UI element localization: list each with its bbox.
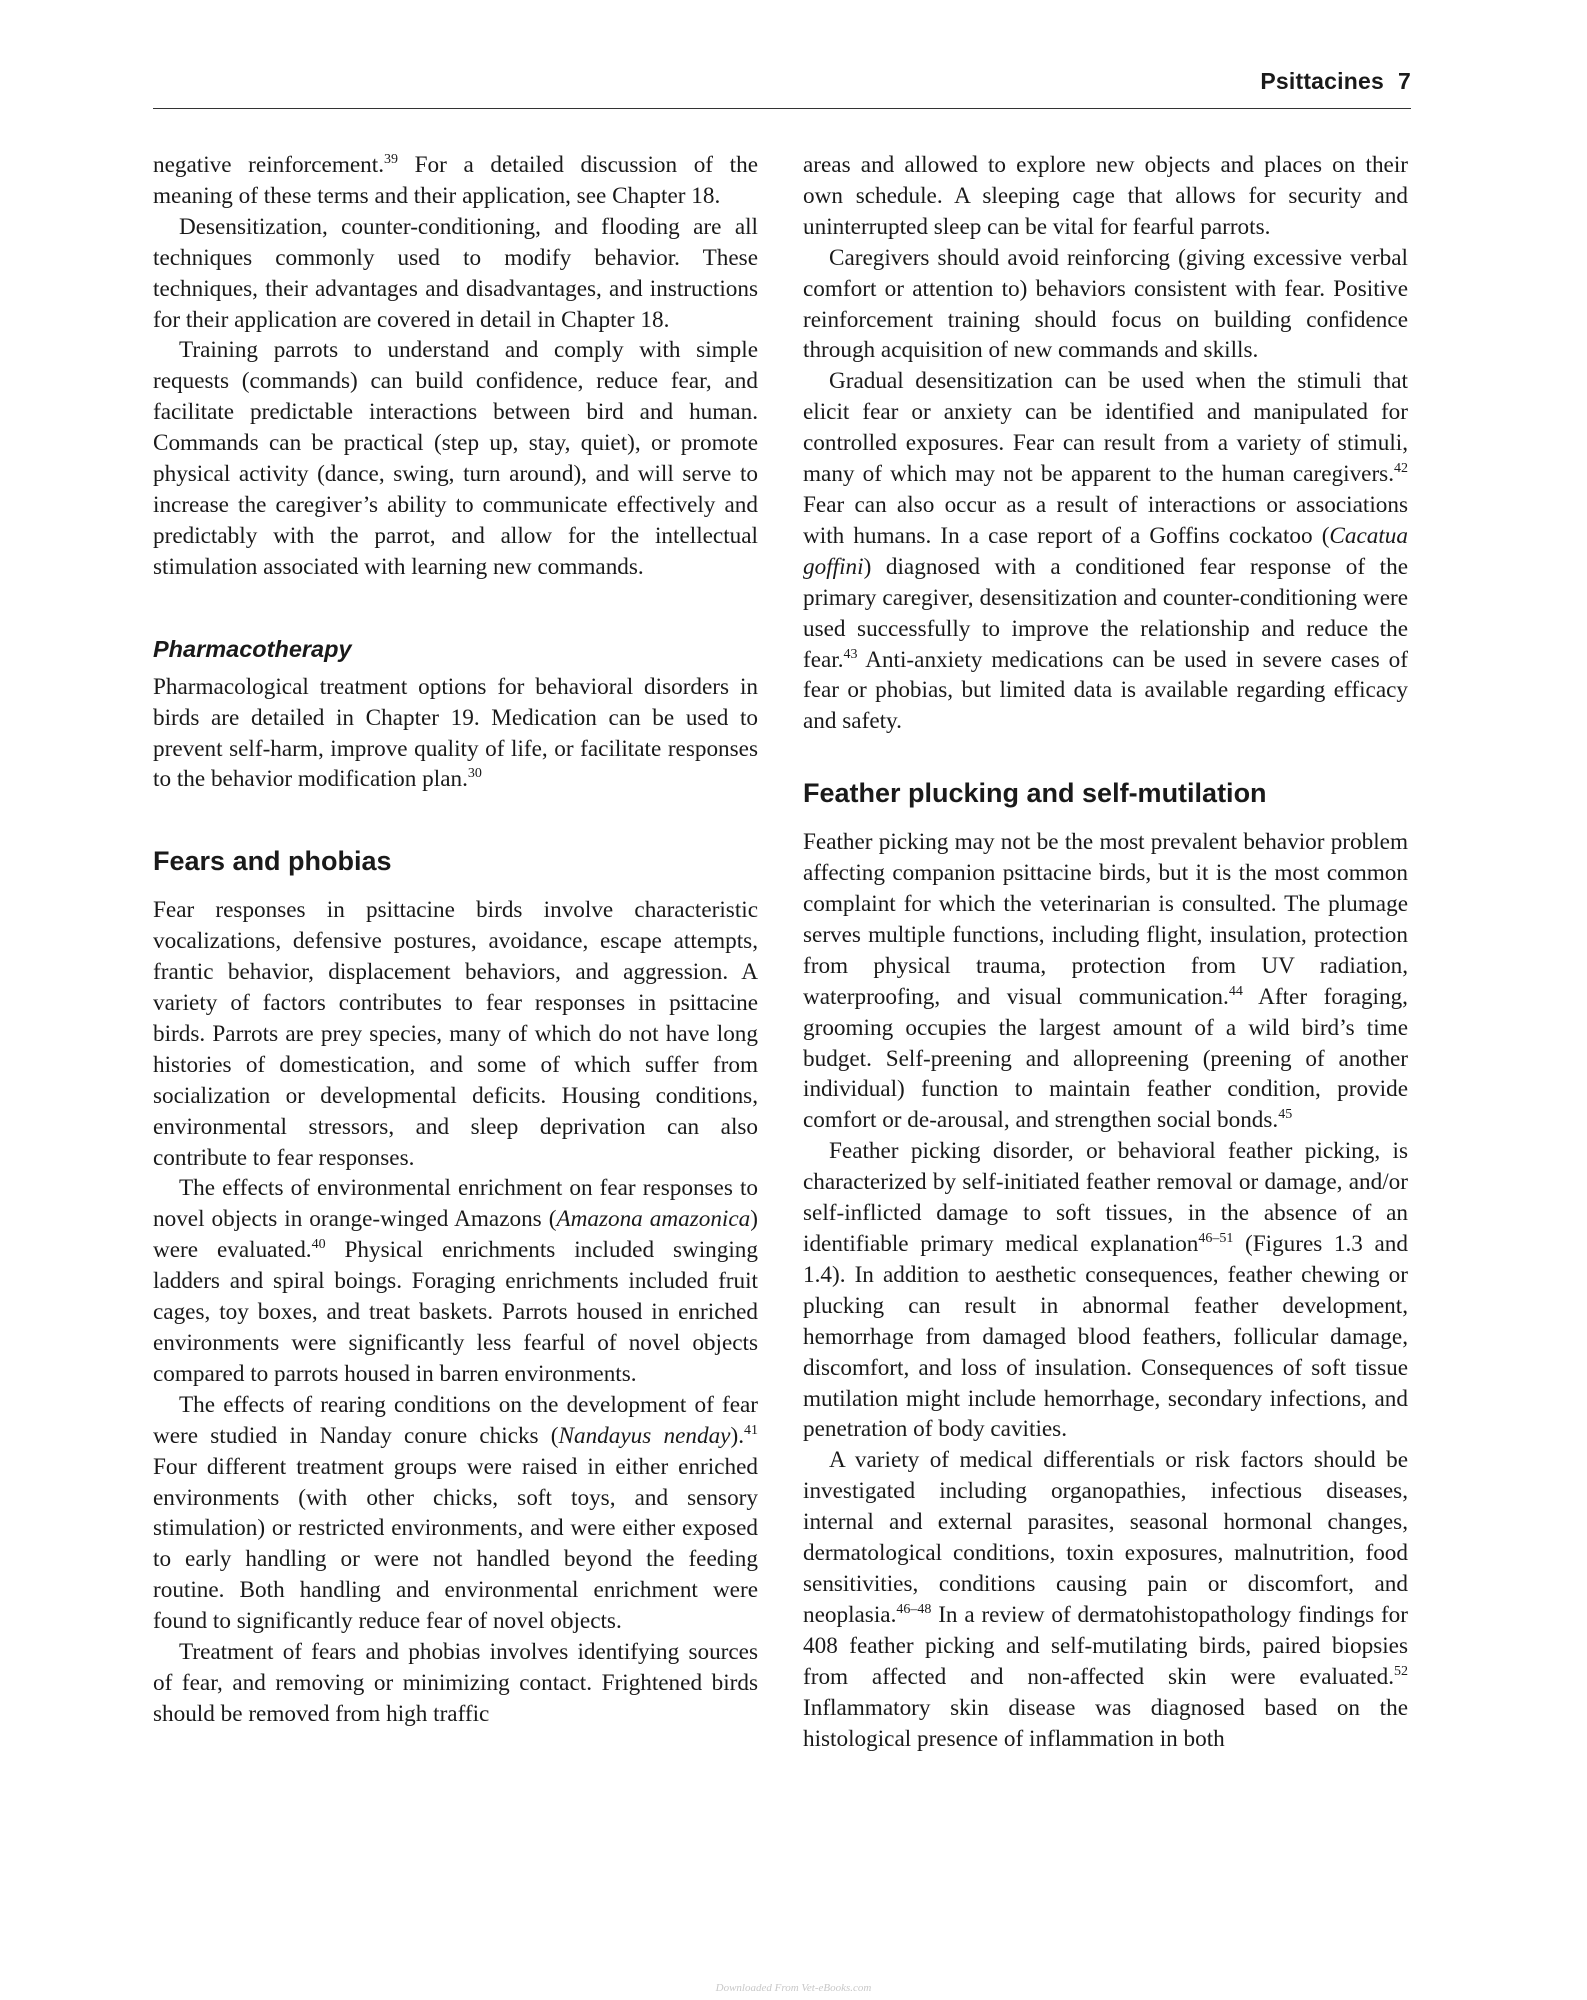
paragraph: Treatment of fears and phobias involves identifying sources of fear, and removing or minimizing contact. Frightened birds should be removed from high traffic: [153, 1639, 758, 1727]
paragraph: Training parrots to understand and comply with simple requests (commands) can build confidence, reduce fear, and facilitate predictable interactions between bird and human. Commands can be practical (step up, stay, quiet), or promote physical activity (dance, swing, turn around), and will serve to increase the caregiver’s ability to communicate effectively and predictably with the parrot, and allow for the intellectual stimulation associated with learning new commands.: [153, 337, 758, 580]
citation: 43: [843, 646, 858, 662]
download-watermark: Downloaded From Vet-eBooks.com: [715, 1982, 872, 1994]
paragraph: Feather picking disorder, or behavioral feather picking, is characterized by self-initiated feather removal or damage, and/or self-inflicted damage to soft tissues, in the absence of an identifiable primary medical explanation$^{46-51}$ (Figures 1.3 and 1.4). In addition to aesthetic consequences, feather chewing or plucking can result in abnormal feather development, hemorrhage from damaged blood feathers, follicular damage, discomfort, and loss of insulation. Consequences of soft tissue mutilation might include hemorrhage, secondary infections, and penetration of body cavities.: [803, 1138, 1408, 1443]
citation: 40: [311, 1237, 326, 1253]
citation: 45: [1278, 1107, 1293, 1123]
paragraph: Desensitization, counter-conditioning, and flooding are all techniques commonly used to modify behavior. These techniques, their advantages and disadvantages, and instructions for their application are covered in detail in Chapter 18.: [153, 213, 758, 333]
subheading-pharmacotherapy: Pharmacotherapy: [153, 635, 352, 662]
section-heading-feather-plucking: Feather plucking and self-mutilation: [803, 778, 1267, 809]
right-column: [803, 150, 1408, 1754]
paragraph: Gradual desensitization can be used when the stimuli that elicit fear or anxiety can be identified and manipulated for controlled exposures. Fear can result from a variety of stimuli, many of which may not be apparent to the human caregivers.$^{42}$ Fear can also occur as a result of interactions or associations with humans. In a case report of a Goffins cockatoo (Cacatua goffini) diagnosed with a conditioned fear response of the primary caregiver, desensitization and counter-conditioning were used successfully to improve the relationship and reduce the fear.$^{43}$ Anti-anxiety medications can be used in severe cases of fear or phobias, but limited data is available regarding efficacy and safety.: [803, 368, 1408, 735]
paragraph: A variety of medical differentials or risk factors should be investigated including organopathies, infectious diseases, internal and external parasites, seasonal hormonal changes, dermatological conditions, toxin exposures, malnutrition, food sensitivities, conditions causing pain or discomfort, and neoplasia.$^{46-48}$ In a review of dermatohistopathology findings for 408 feather picking and self-mutilating birds, paired biopsies from affected and non-affected skin were evaluated.$^{52}$ Inflammatory skin disease was diagnosed based on the histological presence of inflammation in both: [803, 1447, 1408, 1752]
species-name: Amazona amazonica: [556, 1206, 751, 1233]
running-head-title: Psittacines: [1260, 68, 1384, 94]
citation: 30: [467, 766, 482, 782]
species-name: Nandayus nenday: [558, 1422, 731, 1449]
species-name: Cacatua goffini: [803, 522, 1408, 580]
citation: 46–51: [1198, 1231, 1234, 1246]
paragraph: Fear responses in psittacine birds involve characteristic vocalizations, defensive postures, avoidance, escape attempts, frantic behavior, displacement behaviors, and aggression. A variety of factors contributes to fear responses in psittacine birds. Parrots are prey species, many of which do not have long histories of domestication, and some of which suffer from socialization or developmental deficits. Housing conditions, environmental stressors, and sleep deprivation can also contribute to fear responses.: [153, 897, 758, 1171]
paragraph: negative reinforcement.$^{39}$ For a detailed discussion of the meaning of these terms and their application, see Chapter 18.: [153, 152, 758, 209]
paragraph: Feather picking may not be the most prevalent behavior problem affecting companion psittacine birds, but it is the most common complaint for which the veterinarian is consulted. The plumage serves multiple functions, including flight, insulation, protection from physical trauma, protection from UV radiation, waterproofing, and visual communication.$^{44}$ After foraging, grooming occupies the largest amount of a wild bird’s time budget. Self-preening and allopreening (preening of another individual) function to maintain feather condition, provide comfort or de-arousal, and strengthen social bonds.$^{45}$: [803, 829, 1408, 1134]
running-head: [153, 68, 1411, 95]
section-heading-fears: Fears and phobias: [153, 846, 392, 877]
paragraph: Pharmacological treatment options for behavioral disorders in birds are detailed in Chapter 19. Medication can be used to prevent self-harm, improve quality of life, or facilitate responses to the behavior modification plan.$^{30}$: [153, 673, 758, 793]
paragraph: The effects of rearing conditions on the development of fear were studied in Nanday conure chicks (Nandayus nenday).$^{41}$ Four different treatment groups were raised in either enriched environments (with other chicks, soft toys, and sensory stimulation) or restricted environments, and were either exposed to early handling or were not handled beyond the feeding routine. Both handling and environmental enrichment were found to significantly reduce fear of novel objects.: [153, 1391, 758, 1635]
citation: 39: [384, 152, 399, 167]
citation: 42: [1394, 461, 1408, 477]
paragraph: The effects of environmental enrichment on fear responses to novel objects in orange-winged Amazons (Amazona amazonica) were evaluated.$^{40}$ Physical enrichments included swinging ladders and spiral boings. Foraging enrichments included fruit cages, toy boxes, and treat baskets. Parrots housed in enriched environments were significantly less fearful of novel objects compared to parrots housed in barren environments.: [153, 1175, 758, 1387]
citation: 52: [1394, 1663, 1408, 1679]
left-column: [153, 150, 758, 1730]
paragraph: areas and allowed to explore new objects and places on their own schedule. A sleeping cage that allows for security and uninterrupted sleep can be vital for fearful parrots.: [803, 152, 1408, 240]
citation: 41: [744, 1422, 758, 1438]
citation: 46–48: [896, 1601, 932, 1617]
citation: 44: [1228, 983, 1243, 999]
paragraph: Caregivers should avoid reinforcing (giving excessive verbal comfort or attention to) behaviors consistent with fear. Positive reinforcement training should focus on building confidence through acquisition of new commands and skills.: [803, 244, 1408, 364]
page-number: 7: [1398, 68, 1411, 94]
header-rule: [153, 108, 1411, 109]
